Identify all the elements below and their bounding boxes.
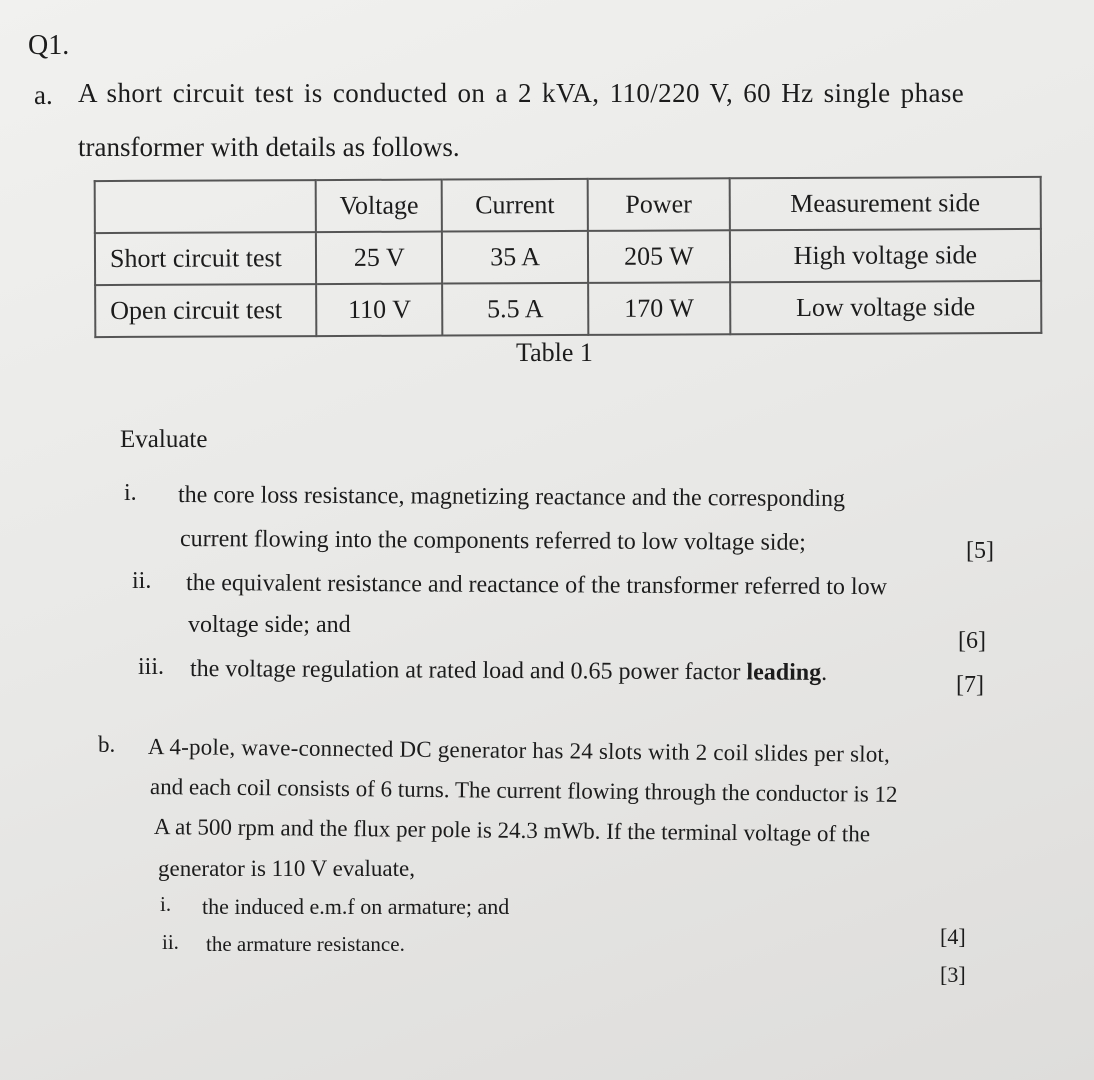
marks-badge: [3] [940,962,966,987]
item-number: ii. [162,930,179,954]
table-header-cell: Power [588,178,730,231]
evaluate-heading: Evaluate [120,426,208,453]
table-caption: Table 1 [516,338,593,367]
table-cell: Open circuit test [95,284,317,337]
test-data-table [94,176,1043,338]
part-a-statement-line1: A short circuit test is conducted on a 2 kVA, 110/220 V, 60 Hz single phase [78,78,965,108]
table-header-cell: Voltage [316,180,442,233]
part-a-label: a. [34,80,53,110]
part-b-label: b. [98,732,116,757]
table-header-cell [95,180,317,233]
item-text-line: the equivalent resistance and reactance of the transformer referred to low [185,570,888,601]
marks-badge: [5] [966,538,994,564]
part-b-statement-line: and each coil consists of 6 turns. The current flowing through the conductor is 12 [149,774,898,807]
table-cell: 110 V [316,284,442,337]
part-b-statement-line: generator is 110 V evaluate, [158,856,415,881]
table-cell: 25 V [316,232,442,285]
item-text-plain: . [821,659,828,686]
table-cell: Low voltage side [730,281,1042,334]
table-cell: 170 W [588,282,730,335]
table-cell: Short circuit test [95,232,317,285]
part-b-statement-line: A at 500 rpm and the flux per pole is 24.3 mWb. If the terminal voltage of the [153,814,871,847]
item-text-plain: the voltage regulation at rated load and 0.65 power factor [189,656,747,686]
item-text-line [190,656,827,687]
marks-badge: [7] [956,672,984,698]
item-text-line: the core loss resistance, magnetizing reactance and the corresponding [177,482,846,513]
part-a-statement-line2: transformer with details as follows. [78,132,460,162]
table-header-cell: Measurement side [729,177,1041,230]
table-cell: 35 A [442,231,588,284]
item-number: i. [124,480,137,506]
table-header-row [95,177,1041,233]
item-number: ii. [132,568,152,594]
table-cell: High voltage side [730,229,1042,282]
item-text-bold: leading [746,659,822,686]
table-cell: 5.5 A [442,283,588,336]
table-cell: 205 W [588,230,730,283]
marks-badge: [4] [940,924,966,949]
part-b-statement-line: A 4-pole, wave-connected DC generator has 24 slots with 2 coil slides per slot, [147,734,891,767]
table-header-cell: Current [442,179,588,232]
item-number: iii. [138,654,165,680]
item-text-line: the induced e.m.f on armature; and [202,894,510,919]
question-number: Q1. [28,30,70,61]
item-text-line: current flowing into the components referred to low voltage side; [179,526,806,556]
item-text-line: the armature resistance. [206,932,405,956]
item-number: i. [160,892,172,916]
table-row [95,281,1041,337]
table-row [95,229,1041,285]
item-text-line: voltage side; and [188,612,351,638]
marks-badge: [6] [958,628,986,654]
